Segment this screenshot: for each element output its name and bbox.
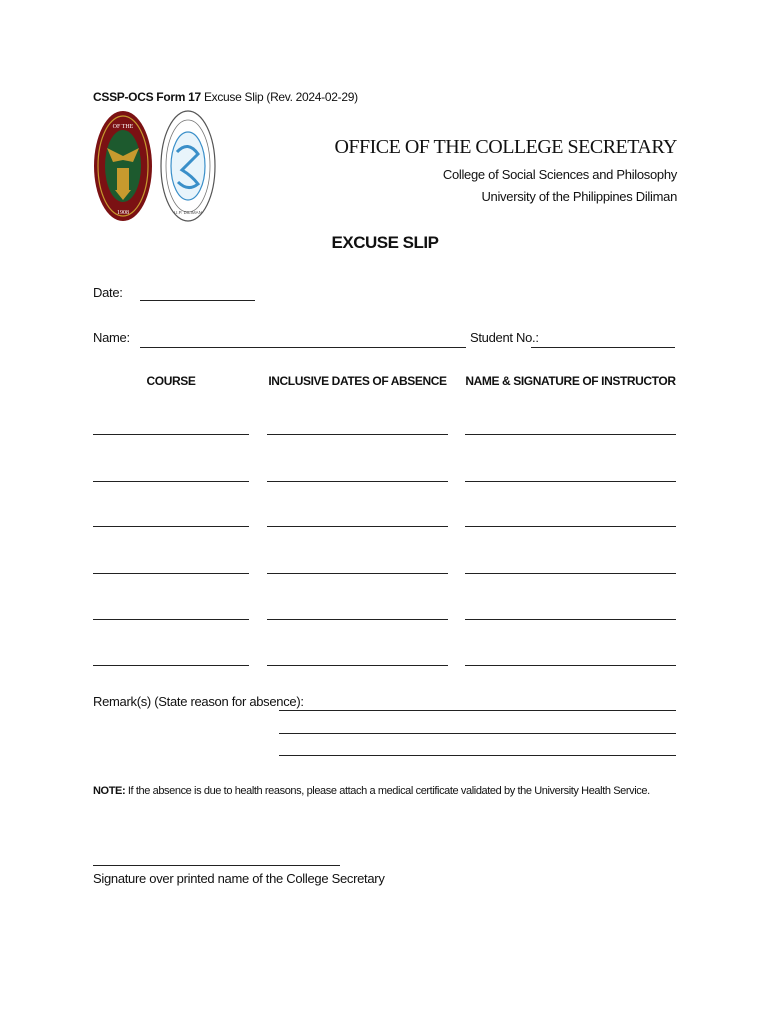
secretary-signature-line[interactable] xyxy=(93,865,340,866)
dates-entry-line-6[interactable] xyxy=(267,665,448,666)
dates-entry-line-3[interactable] xyxy=(267,526,448,527)
signature-caption: Signature over printed name of the College Secretary xyxy=(93,871,385,886)
student-no-field-line[interactable] xyxy=(531,347,675,348)
up-seal-top-text: OF THE xyxy=(112,124,134,130)
instructor-entry-line-2[interactable] xyxy=(465,481,676,482)
cssp-seal-bottom-text: U.P. DILIMAN xyxy=(174,210,202,215)
form-code xyxy=(93,90,358,104)
cssp-seal-logo xyxy=(160,110,216,223)
note-label: NOTE: xyxy=(93,785,126,797)
remarks-label: Remark(s) (State reason for absence): xyxy=(93,694,304,709)
name-field-line[interactable] xyxy=(140,347,466,348)
dates-column-header: INCLUSIVE DATES OF ABSENCE xyxy=(268,374,447,388)
course-entry-line-3[interactable] xyxy=(93,526,249,527)
dates-entry-line-4[interactable] xyxy=(267,573,448,574)
student-no-label: Student No.: xyxy=(470,330,539,345)
college-name: College of Social Sciences and Philosophy xyxy=(442,167,677,182)
instructor-entry-line-5[interactable] xyxy=(465,619,676,620)
course-column-header: COURSE xyxy=(146,374,196,388)
up-seal-year-text: 1908 xyxy=(117,210,129,216)
health-note xyxy=(93,785,650,797)
remarks-line-1[interactable] xyxy=(279,710,676,711)
date-label: Date: xyxy=(93,285,123,300)
name-label: Name: xyxy=(93,330,130,345)
remarks-line-2[interactable] xyxy=(279,733,676,734)
dates-entry-line-5[interactable] xyxy=(267,619,448,620)
page-title: EXCUSE SLIP xyxy=(331,233,439,252)
course-entry-line-6[interactable] xyxy=(93,665,249,666)
note-text: If the absence is due to health reasons, please attach a medical certificate validated by the University Health Service. xyxy=(125,785,650,797)
instructor-entry-line-3[interactable] xyxy=(465,526,676,527)
office-title: OFFICE OF THE COLLEGE SECRETARY xyxy=(334,136,677,158)
course-entry-line-5[interactable] xyxy=(93,619,249,620)
university-name: University of the Philippines Diliman xyxy=(481,189,677,204)
course-entry-line-2[interactable] xyxy=(93,481,249,482)
form-code-bold: CSSP-OCS Form 17 xyxy=(93,90,201,104)
course-entry-line-1[interactable] xyxy=(93,434,249,435)
remarks-line-3[interactable] xyxy=(279,755,676,756)
course-entry-line-4[interactable] xyxy=(93,573,249,574)
instructor-entry-line-4[interactable] xyxy=(465,573,676,574)
instructor-entry-line-6[interactable] xyxy=(465,665,676,666)
form-code-rest: Excuse Slip (Rev. 2024-02-29) xyxy=(200,90,358,104)
date-field-line[interactable] xyxy=(140,300,255,301)
instructor-entry-line-1[interactable] xyxy=(465,434,676,435)
up-seal-logo xyxy=(93,110,153,223)
instructor-column-header: NAME & SIGNATURE OF INSTRUCTOR xyxy=(465,374,676,388)
dates-entry-line-1[interactable] xyxy=(267,434,448,435)
dates-entry-line-2[interactable] xyxy=(267,481,448,482)
